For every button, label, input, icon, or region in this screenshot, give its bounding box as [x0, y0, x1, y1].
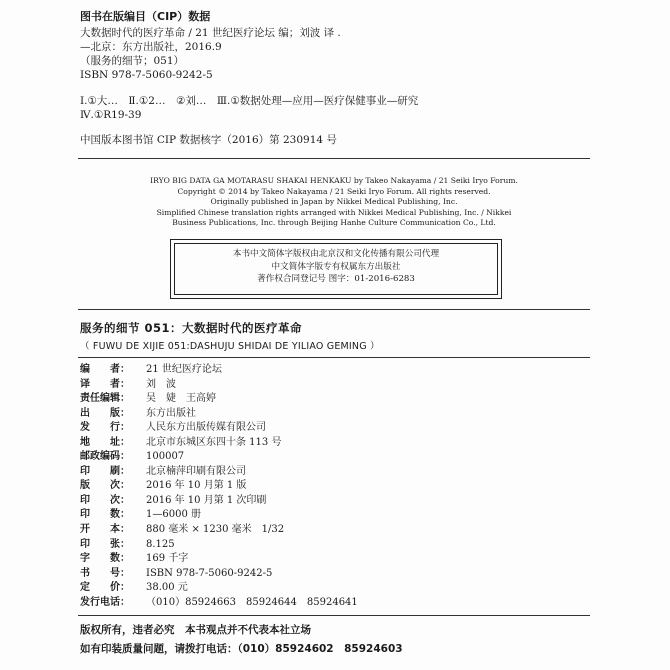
info-label: 定 价： [80, 582, 130, 594]
info-label: 印 数： [80, 509, 130, 521]
book-title: 服务的细节 051：大数据时代的医疗革命 [80, 321, 303, 335]
cip-line-call-number: Ⅳ.①R19-39 [80, 109, 142, 121]
agency-line: 本书中文简体字版权由北京汉和文化传播有限公司代理 [232, 249, 440, 259]
divider [78, 158, 590, 159]
info-value: 169 千字 [146, 553, 189, 565]
info-label: 出 版： [80, 407, 130, 419]
info-label: 译 者： [80, 378, 130, 390]
info-label: 书 号： [80, 567, 130, 579]
publication-info [80, 363, 358, 610]
copyright-line: Copyright © 2014 by Takeo Nakayama / 21 Seiki Iryo Forum. All rights reserved. [177, 186, 491, 196]
info-value: 吴 婕 王高婷 [146, 393, 216, 405]
info-label: 地 址： [80, 436, 130, 448]
info-label: 发行电话： [80, 596, 130, 608]
info-row [80, 508, 358, 523]
info-row [80, 363, 358, 378]
cip-line-title: 大数据时代的医疗革命 / 21 世纪医疗论坛 编；刘波 译 . [80, 27, 341, 39]
info-label: 开 本： [80, 524, 130, 536]
copyright-notice [80, 176, 588, 229]
info-value: 100007 [146, 451, 185, 463]
info-label: 编 者： [80, 364, 130, 375]
info-value: ISBN 978-7-5060-9242-5 [146, 567, 273, 579]
info-label: 印 张： [80, 538, 130, 550]
info-row [80, 421, 358, 436]
cip-line-series: （服务的细节；051） [80, 55, 185, 67]
copyright-line: Simplified Chinese translation rights arranged with Nikkei Medical Publishing, Inc. / Nikkei [156, 207, 512, 217]
info-value: 880 毫米 × 1230 毫米 1/32 [146, 524, 285, 536]
info-row [80, 378, 358, 393]
info-row [80, 436, 358, 451]
info-label: 发 行： [80, 422, 130, 434]
cip-line-registry: 中国版本图书馆 CIP 数据核字（2016）第 230914 号 [80, 134, 337, 146]
info-row [80, 407, 358, 422]
info-row [80, 494, 358, 509]
info-value: 人民东方出版传媒有限公司 [146, 422, 266, 434]
info-value: 2016 年 10 月第 1 版 [146, 480, 247, 492]
rights-notice: 版权所有，违者必究 本书观点并不代表本社立场 [80, 624, 311, 636]
info-label: 版 次： [80, 480, 130, 492]
info-value: 东方出版社 [146, 407, 196, 419]
info-value: 北京楠萍印刷有限公司 [146, 465, 246, 477]
info-value: 8.125 [146, 538, 175, 550]
info-row [80, 479, 358, 494]
info-value: 刘 波 [146, 378, 176, 390]
cip-heading: 图书在版编目（CIP）数据 [80, 10, 211, 23]
cip-line-publisher: —北京：东方出版社，2016.9 [80, 41, 222, 53]
info-value: 21 世纪医疗论坛 [146, 364, 222, 375]
info-row [80, 567, 358, 582]
info-value: （010）85924663 85924644 85924641 [146, 596, 358, 608]
book-pinyin: （ FUWU DE XIJIE 051:DASHUJU SHIDAI DE YILIAO GEMING ） [80, 341, 380, 352]
copyright-line: Originally published in Japan by Nikkei Medical Publishing, Inc. [210, 197, 458, 206]
agency-line: 著作权合同登记号 图字：01-2016-6283 [257, 274, 415, 284]
agency-line: 中文简体字版专有权属东方出版社 [271, 261, 401, 272]
info-value: 2016 年 10 月第 1 次印刷 [146, 494, 267, 506]
info-value: 38.00 元 [146, 582, 188, 594]
agency-box [170, 239, 502, 299]
info-row [80, 523, 358, 538]
info-label: 邮政编码： [80, 451, 130, 463]
info-label: 责任编辑： [80, 393, 130, 405]
copyright-line: Business Publications, Inc. through Beijing Hanhe Culture Communication Co., Ltd. [172, 218, 496, 227]
info-label: 印 刷： [80, 465, 130, 477]
info-value: 1—6000 册 [146, 509, 201, 521]
info-label: 印 次： [80, 494, 130, 506]
info-label: 字 数： [80, 553, 130, 565]
info-row [80, 538, 358, 553]
info-value: 北京市东城区东四十条 113 号 [146, 436, 282, 448]
divider [78, 309, 590, 310]
info-row [80, 392, 358, 407]
info-row [80, 596, 358, 611]
divider [78, 357, 590, 358]
info-row [80, 552, 358, 567]
quality-hotline: 如有印装质量问题，请拨打电话：（010）85924602 85924603 [80, 643, 403, 655]
copyright-line: IRYO BIG DATA GA MOTARASU SHAKAI HENKAKU by Takeo Nakayama / 21 Seiki Iryo Forum. [150, 176, 518, 185]
divider [78, 615, 590, 616]
info-row [80, 465, 358, 480]
info-row [80, 450, 358, 465]
cip-line-isbn: ISBN 978-7-5060-9242-5 [80, 69, 213, 81]
info-row [80, 581, 358, 596]
cip-line-classification: Ⅰ.①大… Ⅱ.①2… ②刘… Ⅲ.①数据处理—应用—医疗保健事业—研究 [80, 95, 419, 107]
